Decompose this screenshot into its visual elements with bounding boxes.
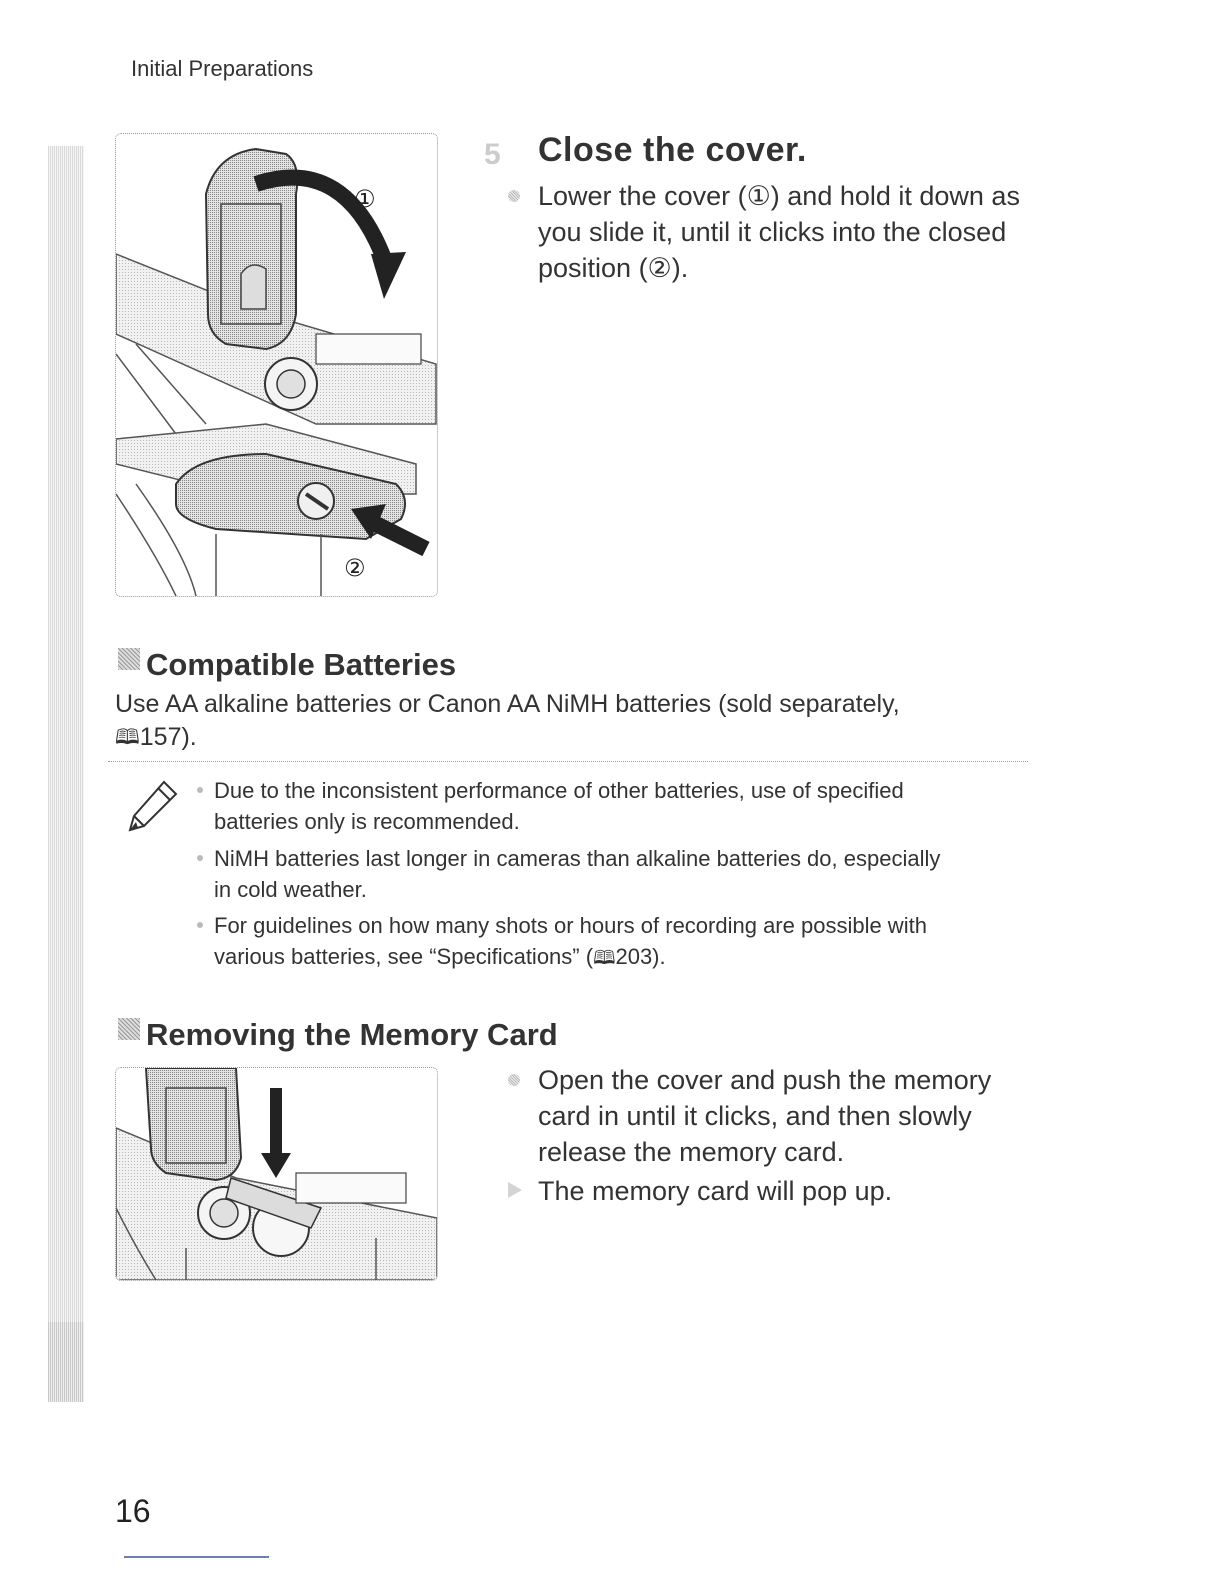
removing-result: The memory card will pop up. (538, 1176, 893, 1206)
removing-line-3: release the memory card. (538, 1137, 845, 1167)
note-1-line-2: batteries only is recommended. (214, 809, 520, 834)
step5-line-2: you slide it, until it clicks into the closed (538, 217, 1007, 247)
page-number-underline (124, 1556, 269, 1558)
page-ref-157[interactable]: 157). (139, 723, 197, 751)
note-bullet (197, 922, 203, 928)
heading-compatible-batteries: Compatible Batteries (146, 647, 457, 682)
side-tab-bar (48, 146, 84, 1402)
note-2-line-1: NiMH batteries last longer in cameras than alkaline batteries do, especially (214, 846, 941, 871)
callout-1-label: ① (354, 185, 376, 213)
step-title: Close the cover. (538, 131, 807, 169)
page-number: 16 (115, 1493, 151, 1529)
compatible-body-line-1: Use AA alkaline batteries or Canon AA NiMH batteries (sold separately, (115, 690, 900, 718)
note-3-line-2: various batteries, see “Specifications” (🕮203). (214, 944, 666, 969)
bullet-icon (508, 1074, 520, 1086)
pencil-note-icon (122, 776, 182, 836)
step5-line-1: Lower the cover (①) and hold it down as (538, 181, 1020, 211)
figure-close-cover (115, 133, 438, 597)
note-2-line-2: in cold weather. (214, 877, 367, 902)
step-number: 5 (484, 138, 501, 171)
result-arrow-icon (508, 1182, 522, 1198)
note-3-line-1: For guidelines on how many shots or hours of recording are possible with (214, 913, 927, 938)
callout-2-label: ② (344, 554, 366, 582)
removing-line-1: Open the cover and push the memory (538, 1065, 992, 1095)
page-ref-203[interactable]: 203). (615, 944, 666, 969)
book-icon: 🕮 (115, 726, 140, 749)
book-icon: 🕮 (593, 948, 616, 969)
heading-removing-card: Removing the Memory Card (146, 1017, 558, 1052)
removing-line-2: card in until it clicks, and then slowly (538, 1101, 972, 1131)
note-1-line-1: Due to the inconsistent performance of other batteries, use of specified (214, 778, 904, 803)
step5-line-3: position (②). (538, 253, 689, 283)
running-header: Initial Preparations (131, 56, 314, 81)
camera-cover-illustration (116, 134, 437, 596)
memory-card-illustration (116, 1068, 437, 1280)
section-square-icon (118, 648, 140, 670)
compatible-body-line-2 (115, 721, 197, 754)
bullet-icon (508, 190, 520, 202)
divider-rule (108, 761, 1028, 762)
figure-remove-card (115, 1067, 438, 1281)
note-bullet (197, 855, 203, 861)
note-bullet (197, 787, 203, 793)
section-square-icon (118, 1018, 140, 1040)
